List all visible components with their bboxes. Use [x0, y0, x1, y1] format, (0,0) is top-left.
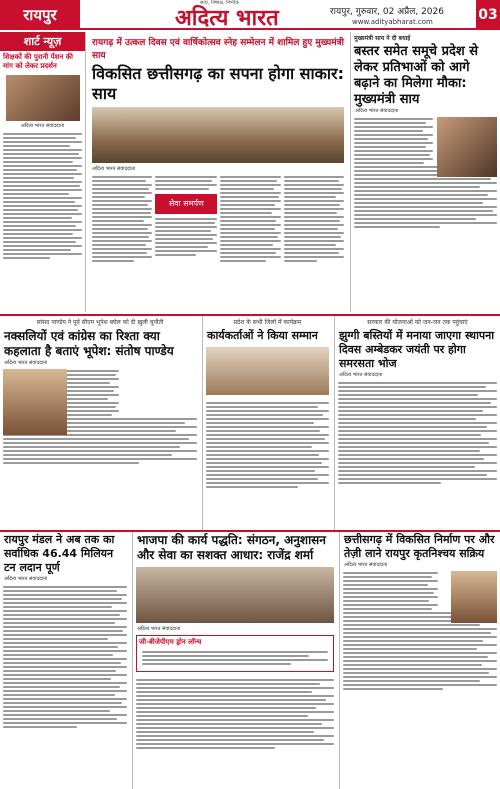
right-story-kicker: मुख्यमंत्री साय ने दी बधाई	[354, 35, 411, 42]
short-news-body	[0, 129, 85, 263]
website-link[interactable]: www.adityabharat.com	[352, 18, 433, 26]
right-story-headline[interactable]: बस्तर समेत समूचे प्रदेश से लेकर प्रतिभाओं को आगे बढ़ाने का मिलेगा मौका: मुख्यमंत्री साय	[354, 44, 479, 107]
page-number: 03	[476, 0, 500, 30]
railway-story-headline[interactable]: रायपुर मंडल ने अब तक का सर्वाधिक 46.44 मिलियन टन लदान पूर्ण	[4, 533, 115, 574]
lead-story-byline: अदित्य भारत संवाददाता	[92, 166, 136, 172]
bjp-story-headline[interactable]: भाजपा की कार्य पद्धति: संगठन, अनुशासन और सेवा का सशक्त आधार: राजेंद्र शर्मा	[137, 533, 326, 562]
ambedkar-story	[334, 316, 500, 530]
bjp-story	[132, 532, 337, 789]
workers-story-kicker: प्रदेश के सभी जिलों में कार्यक्रम	[233, 319, 302, 326]
lead-story-highlight: सेवा समर्पण	[155, 194, 217, 214]
construction-story	[339, 532, 500, 789]
pandey-portrait	[3, 369, 67, 435]
right-story	[350, 32, 500, 312]
workers-story	[202, 316, 332, 530]
second-row	[0, 314, 500, 528]
short-news-headline[interactable]: शिक्षकों की पुरानी पेंशन की मांग को लेकर प्रदर्शन	[3, 53, 73, 70]
railway-story	[0, 532, 130, 789]
railway-story-byline: अदित्य भारत संवाददाता	[4, 576, 48, 582]
city-tag: रायपुर	[0, 0, 80, 30]
construction-portrait	[451, 571, 497, 623]
masthead	[0, 0, 500, 30]
third-row	[0, 530, 500, 789]
short-news-header: शार्ट न्यूज़	[0, 32, 85, 51]
drone-inset	[136, 635, 334, 672]
bjp-story-body	[133, 675, 337, 753]
ambedkar-story-headline[interactable]: झुग्गी बस्तियों में मनाया जाएगा स्थापना दिवस अम्बेडकर जयंती पर होगा समरसता भोज	[339, 329, 495, 370]
drone-inset-headline[interactable]: जी-बीजेपीएम ड्रोन लॉन्च	[139, 638, 202, 646]
ambedkar-story-body	[335, 378, 500, 488]
railway-story-body	[0, 582, 130, 732]
lead-story-kicker: रायगढ़ में उत्कल दिवस एवं वार्षिकोत्सव स्नेह सम्मेलन में शामिल हुए मुख्यमंत्री साय	[92, 38, 344, 61]
lead-story	[88, 32, 348, 312]
bjp-story-byline: अदित्य भारत संवाददाता	[137, 626, 181, 632]
logo-tagline: सत्य, निष्पक्ष, निर्भीक	[200, 0, 239, 6]
bjp-group-photo	[136, 567, 334, 623]
lead-story-headline[interactable]: विकसित छत्तीसगढ़ का सपना होगा साकार: साय	[92, 64, 344, 103]
short-news-byline: अदित्य भारत संवाददाता	[20, 123, 65, 129]
ambedkar-story-kicker: सरकार की योजनाओं को जन-जन तक पहुंचाएं	[367, 319, 468, 326]
ambedkar-story-byline: अदित्य भारत संवाददाता	[339, 372, 383, 378]
workers-story-headline[interactable]: कार्यकर्ताओं ने किया सम्मान	[207, 329, 318, 342]
construction-story-headline[interactable]: छत्तीसगढ़ में विकसित निर्माण पर और तेज़ी लाने रायपुर कृतनिश्चय सक्रिय	[344, 533, 495, 560]
pandey-story-kicker: सांसद पाण्डेय ने पूर्व सीएम भूपेश बघेल को दी खुली चुनौती	[36, 319, 164, 326]
short-news-column	[0, 32, 86, 312]
dateline: रायपुर, गुरुवार, 02 अप्रैल, 2026	[330, 7, 444, 17]
lead-story-photo	[92, 107, 344, 163]
pandey-story-byline: अदित्य भारत संवाददाता	[4, 360, 48, 366]
workers-group-photo	[206, 347, 329, 395]
pandey-story-headline[interactable]: नक्सलियों एवं कांग्रेस का रिश्ता क्या कहलाता है बताएं भूपेश: संतोष पाण्डेय	[4, 329, 174, 358]
right-story-photo	[437, 117, 497, 177]
short-news-photo	[6, 75, 80, 121]
newspaper-logo[interactable]: अदित्य भारत	[175, 5, 279, 31]
construction-story-byline: अदित्य भारत संवाददाता	[344, 562, 388, 568]
right-story-byline: अदित्य भारत संवाददाता	[355, 108, 399, 114]
workers-story-body	[203, 398, 332, 492]
lead-story-body	[88, 172, 348, 266]
pandey-story	[0, 316, 200, 530]
